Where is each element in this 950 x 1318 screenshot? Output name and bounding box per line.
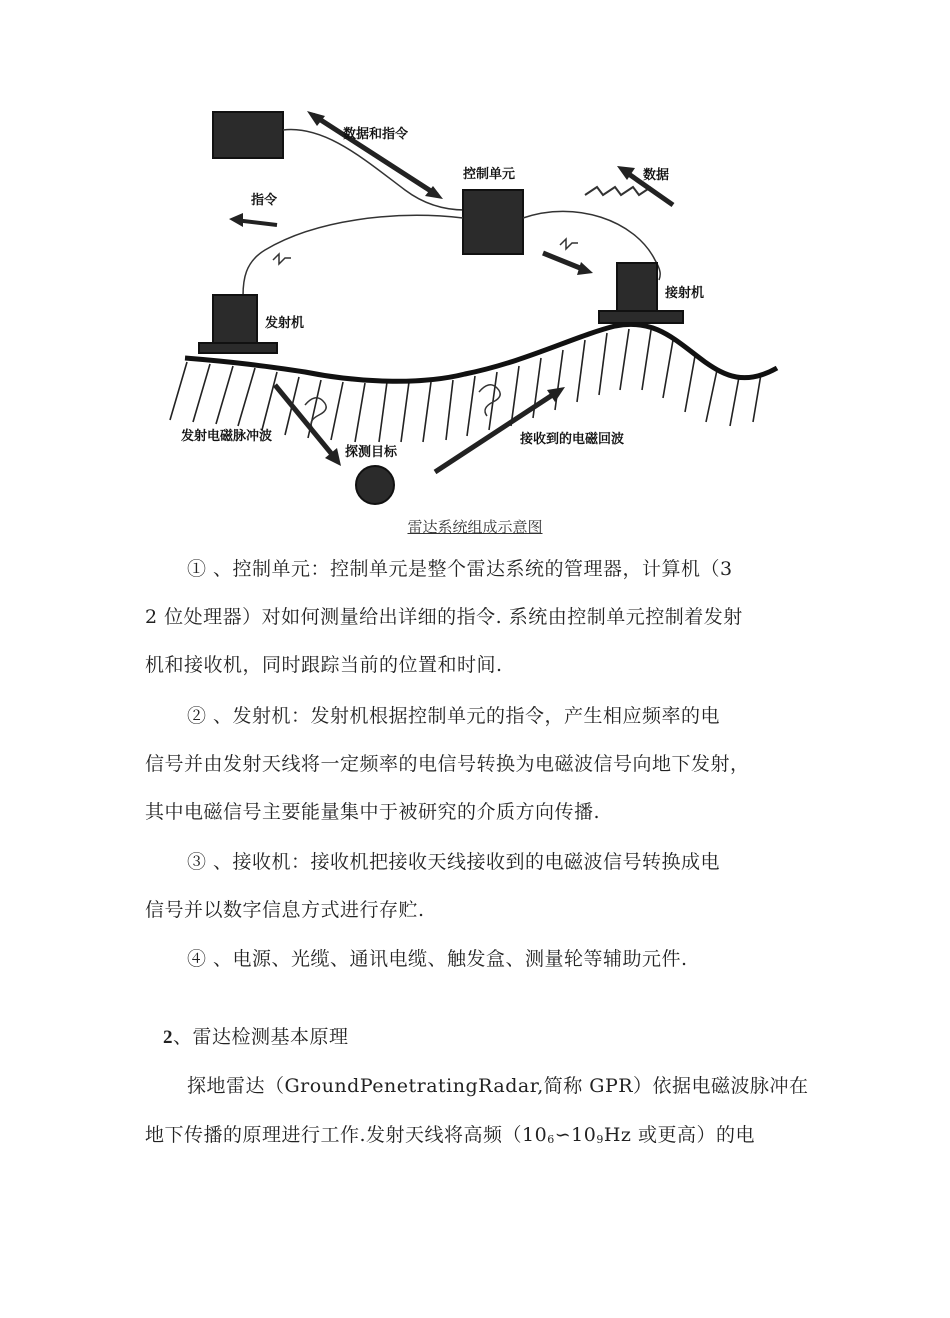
- control-unit-box: [463, 190, 523, 254]
- section-title: 、雷达检测基本原理: [173, 1026, 349, 1048]
- exponent: 6: [547, 1133, 555, 1146]
- receiver-box: [617, 263, 657, 313]
- paragraph-line: ③ 、接收机：接收机把接收天线接收到的电磁波信号转换成电: [187, 851, 721, 873]
- paragraph-line: 机和接收机，同时跟踪当前的位置和时间.: [145, 654, 503, 676]
- label-receiver: 接射机: [665, 286, 705, 301]
- transmitter-antenna: [199, 343, 277, 353]
- label-data-and-command: 数据和指令: [343, 127, 409, 142]
- receiver-antenna: [599, 311, 683, 323]
- paragraph-line: 探地雷达（GroundPenetratingRadar,简称 GPR）依据电磁波脉冲在: [187, 1075, 809, 1097]
- radar-system-diagram: [165, 100, 785, 510]
- label-received-echo: 接收到的电磁回波: [520, 432, 625, 447]
- paragraph-line: ② 、发射机：发射机根据控制单元的指令，产生相应频率的电: [187, 705, 721, 727]
- text-span: Hz 或更高）的电: [603, 1124, 755, 1146]
- target-object: [356, 466, 394, 504]
- paragraph-line: 信号并以数字信息方式进行存贮.: [145, 899, 425, 921]
- exponent: 9: [596, 1133, 604, 1146]
- label-transmitter: 发射机: [265, 316, 305, 331]
- label-target: 探测目标: [345, 445, 398, 460]
- paragraph-line: 信号并由发射天线将一定频率的电信号转换为电磁波信号向地下发射，: [145, 753, 750, 775]
- computer-box: [213, 112, 283, 158]
- figure-caption: 雷达系统组成示意图: [407, 518, 543, 536]
- paragraph-line: ④ 、电源、光缆、通讯电缆、触发盒、测量轮等辅助元件.: [187, 948, 688, 970]
- section-heading: [163, 1024, 843, 1051]
- paragraph-line: ① 、控制单元：控制单元是整个雷达系统的管理器，计算机（3: [187, 558, 733, 580]
- radar-diagram-svg: [165, 100, 785, 510]
- text-span: 地下传播的原理进行工作.发射天线将高频（10: [145, 1124, 548, 1146]
- paragraph-line: [145, 1122, 825, 1153]
- label-emitted-pulse: 发射电磁脉冲波: [181, 429, 273, 444]
- label-data: 数据: [643, 168, 670, 183]
- transmitter-box: [213, 295, 257, 345]
- text-span: ∽10: [554, 1124, 597, 1146]
- label-control-unit: 控制单元: [463, 167, 516, 182]
- label-command: 指令: [251, 193, 278, 208]
- section-number: 2: [163, 1027, 173, 1048]
- paragraph-line: 2 位处理器）对如何测量给出详细的指令. 系统由控制单元控制着发射: [145, 606, 743, 628]
- paragraph-line: 其中电磁信号主要能量集中于被研究的介质方向传播.: [145, 801, 601, 823]
